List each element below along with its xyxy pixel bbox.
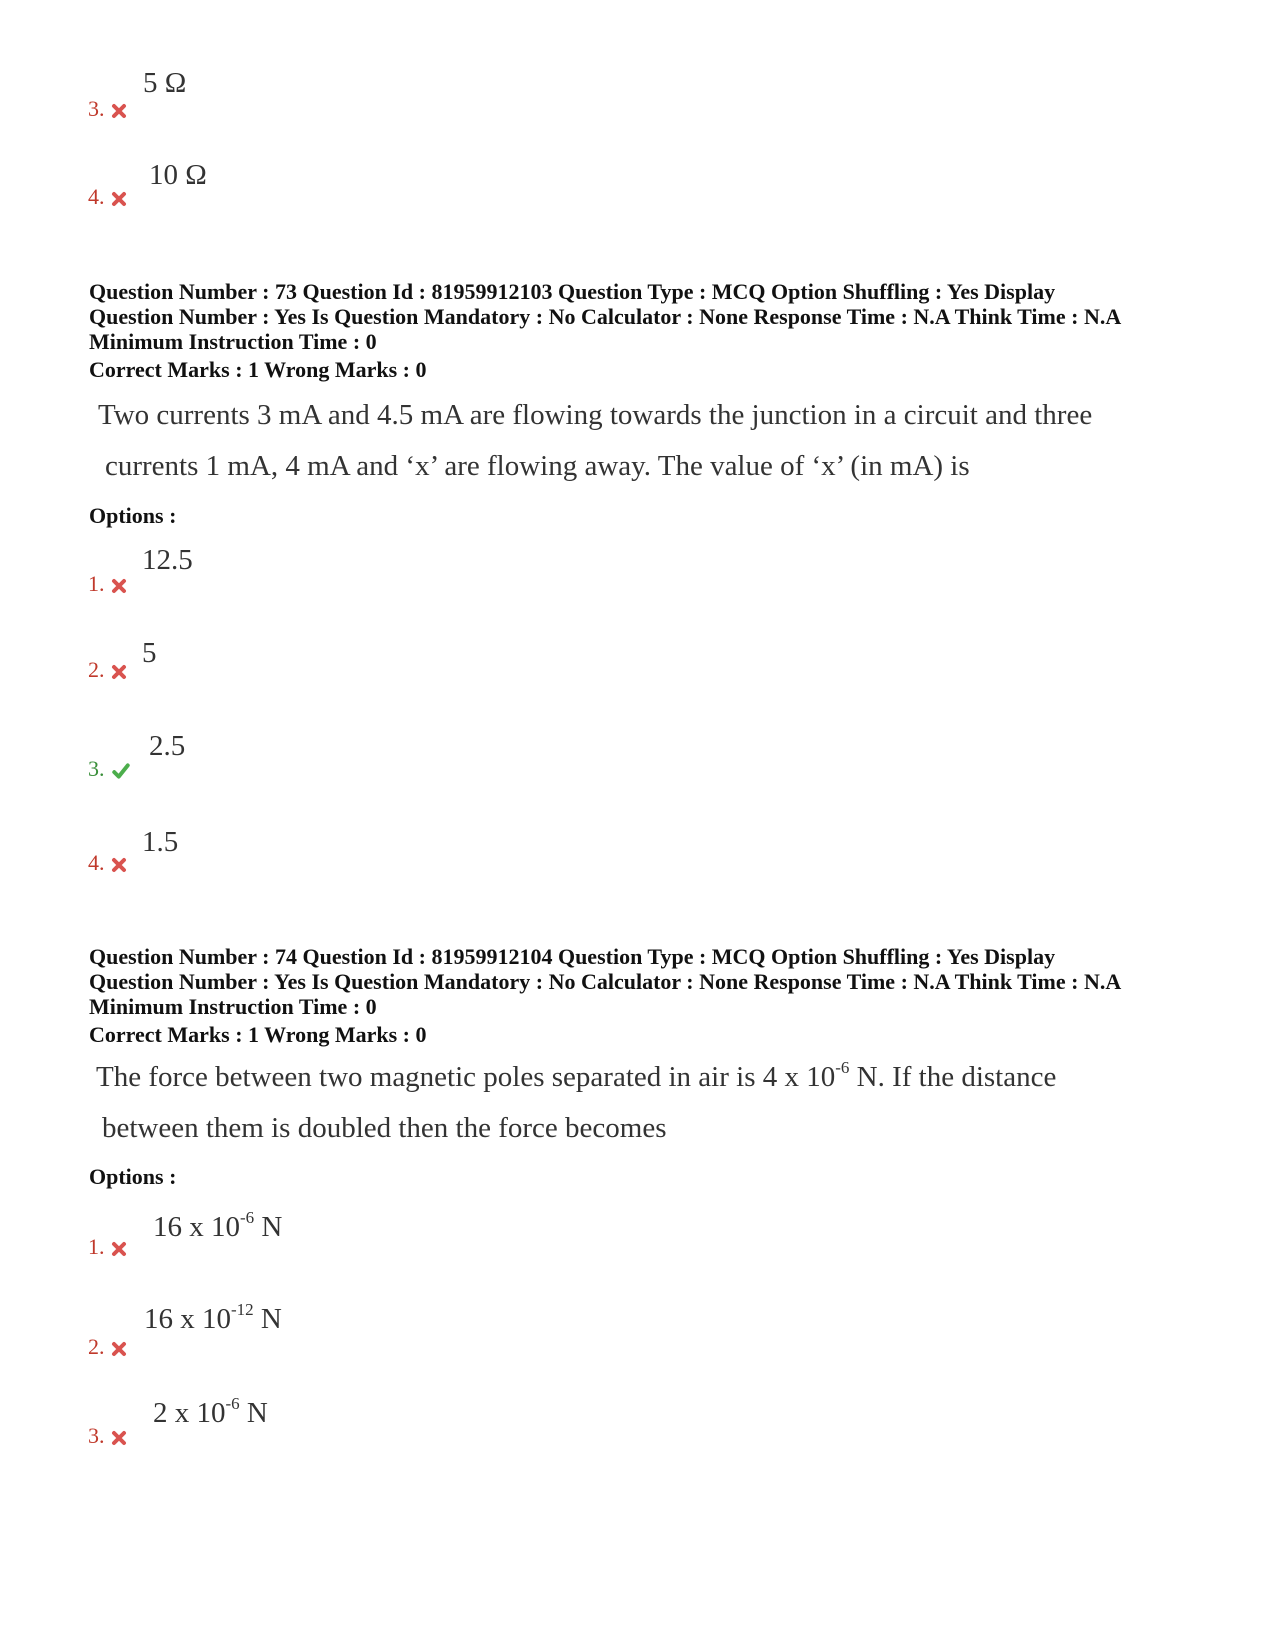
- cross-mark-icon: [111, 857, 127, 873]
- option-value: 2 x $10^{-6}$ N: [153, 1394, 268, 1429]
- option-value: 12.5: [142, 544, 193, 576]
- question-marks: Correct Marks : 1 Wrong Marks : 0: [89, 1022, 427, 1047]
- options-label: Options :: [89, 1164, 177, 1189]
- option-value: 5: [142, 637, 157, 669]
- option-number: 1.: [88, 1236, 127, 1258]
- option-number: 1.: [88, 573, 127, 595]
- option-number: 3.: [88, 1425, 127, 1447]
- cross-mark-icon: [111, 1241, 127, 1257]
- question-text-line: Two currents 3 mA and 4.5 mA are flowing towards the junction in a circuit and three: [98, 399, 1093, 431]
- option-number: 3.: [88, 758, 131, 780]
- cross-mark-icon: [111, 1430, 127, 1446]
- option-value: 2.5: [149, 730, 186, 762]
- option-number: 4.: [88, 186, 127, 208]
- option-number: 2.: [88, 659, 127, 681]
- option-value: 16 x $10^{-12}$ N: [144, 1300, 282, 1335]
- option-value: 1.5: [142, 826, 179, 858]
- cross-mark-icon: [111, 103, 127, 119]
- option-number: 2.: [88, 1336, 127, 1358]
- question-marks: Correct Marks : 1 Wrong Marks : 0: [89, 357, 427, 382]
- question-text-line: currents 1 mA, 4 mA and ‘x’ are flowing away. The value of ‘x’ (in mA) is: [105, 450, 970, 482]
- question-meta: Question Number : 73 Question Id : 81959912103 Question Type : MCQ Option Shuffling : Yes Display Question Number : Yes Is Question Mandatory : No Calculator : None Response Time : N.A Think Time : N.A Minimum Instruction Time : 0: [89, 279, 1122, 354]
- question-meta: Question Number : 74 Question Id : 81959912104 Question Type : MCQ Option Shuffling : Yes Display Question Number : Yes Is Question Mandatory : No Calculator : None Response Time : N.A Think Time : N.A Minimum Instruction Time : 0: [89, 944, 1122, 1019]
- option-value: 16 x $10^{-6}$ N: [153, 1208, 283, 1243]
- cross-mark-icon: [111, 664, 127, 680]
- cross-mark-icon: [111, 191, 127, 207]
- cross-mark-icon: [111, 1341, 127, 1357]
- option-value: 10 Ω: [149, 159, 207, 191]
- option-value: 5 Ω: [143, 67, 187, 99]
- cross-mark-icon: [111, 578, 127, 594]
- check-mark-icon: [111, 762, 131, 780]
- option-number: 4.: [88, 852, 127, 874]
- question-text-line: between them is doubled then the force becomes: [102, 1112, 667, 1144]
- options-label: Options :: [89, 503, 177, 528]
- question-text-line: The force between two magnetic poles separated in air is 4 x $10^{-6}$ N. If the distance: [96, 1058, 1057, 1093]
- option-number: 3.: [88, 98, 127, 120]
